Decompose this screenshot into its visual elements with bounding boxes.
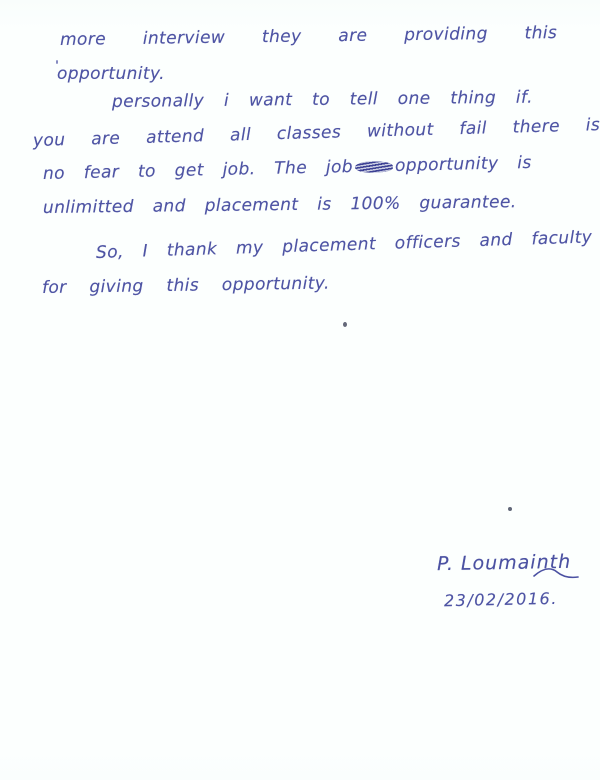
line-5-text-before-scribble: no fear to get job. The job [42, 156, 354, 184]
ink-speck [343, 322, 347, 327]
handwritten-line-6: unlimitted and placement is 100% guarantee. [42, 192, 517, 218]
crossed-out-word-scribble [355, 161, 393, 173]
handwritten-line-3: personally i want to tell one thing if. [111, 87, 534, 112]
handwritten-line-5 [43, 153, 532, 184]
ink-speck [56, 60, 58, 64]
handwritten-line-4: you are attend all classes without fail there is [32, 115, 600, 151]
handwritten-line-7: So, I thank my placement officers and faculty [95, 227, 593, 263]
handwritten-line-2: opportunity. [57, 64, 165, 84]
handwritten-line-1: more interview they are providing this [59, 23, 558, 50]
line-5-text-after-scribble: opportunity is [394, 152, 532, 177]
date: 23/02/2016. [443, 588, 558, 611]
handwritten-line-8: for giving this opportunity. [41, 273, 330, 298]
ink-speck [508, 507, 512, 511]
signature: P. Loumainth [436, 550, 572, 576]
